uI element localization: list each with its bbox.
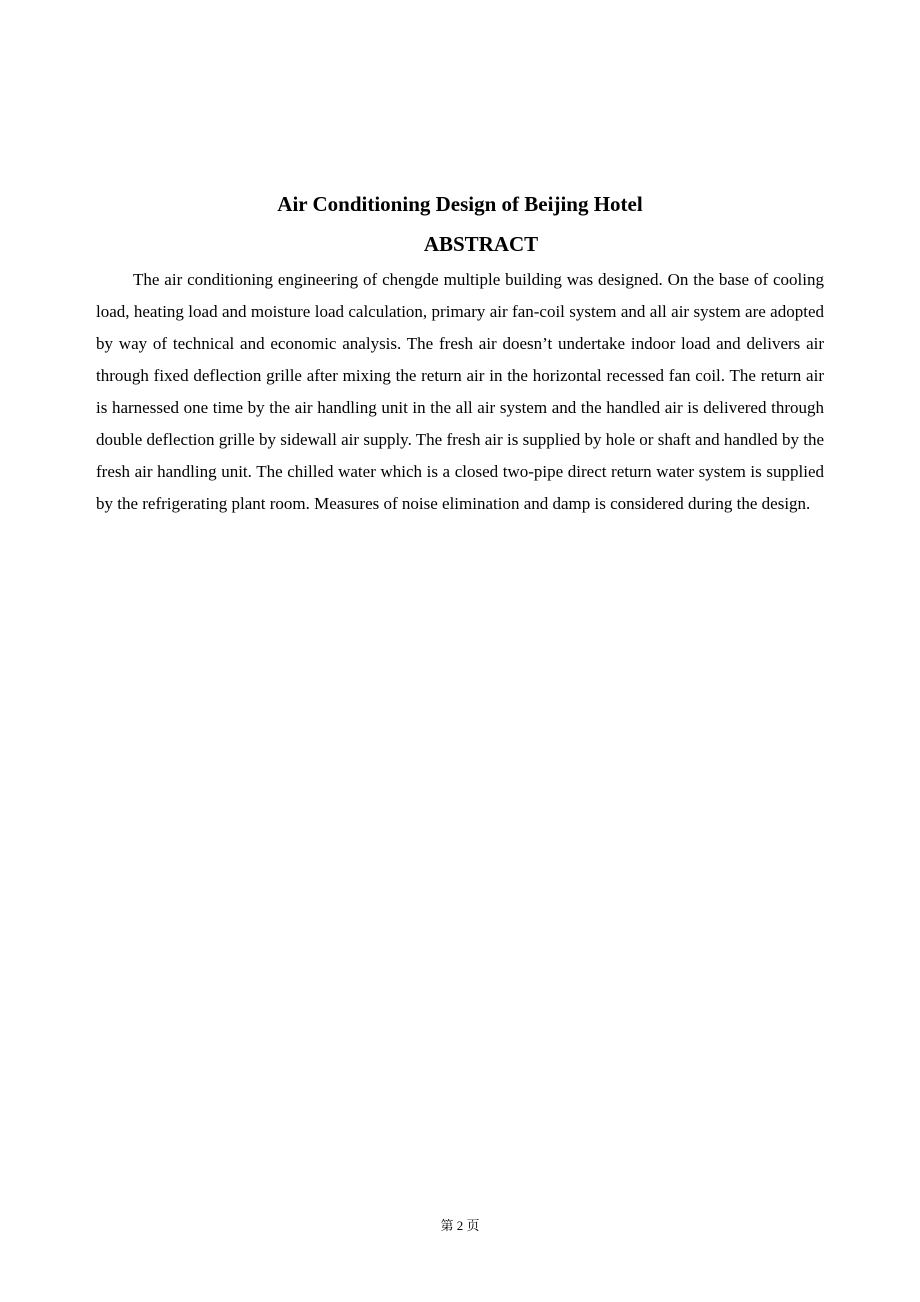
document-title: Air Conditioning Design of Beijing Hotel bbox=[277, 192, 643, 216]
abstract-heading: ABSTRACT bbox=[423, 232, 539, 256]
abstract-paragraph: The air conditioning engineering of chengde multiple building was designed. On the base of cooling load, heating load and moisture load calculation, primary air fan-coil system and all air system are adopted by way of technical and economic analysis. The fresh air doesn’t undertake indoor load and delivers air through fixed deflection grille after mixing the return air in the horizontal recessed fan coil. The return air is harnessed one time by the air handling unit in the all air system and the handled air is delivered through double deflection grille by sidewall air supply. The fresh air is supplied by hole or shaft and handled by the fresh air handling unit. The chilled water which is a closed two-pipe direct return water system is supplied by the refrigerating plant room. Measures of noise elimination and damp is considered during the design. bbox=[96, 270, 824, 513]
page-number: 第 2 页 bbox=[440, 1218, 480, 1233]
